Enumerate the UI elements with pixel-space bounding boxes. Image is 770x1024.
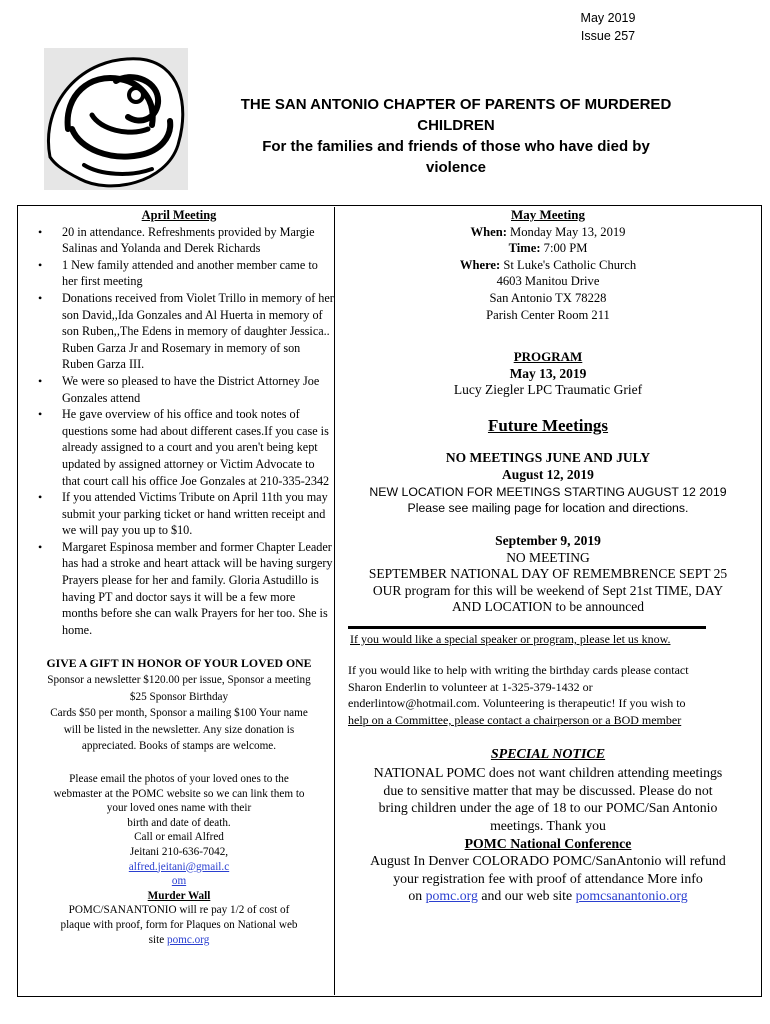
conference-line: on <box>408 888 423 904</box>
time-value: 7:00 PM <box>543 241 588 256</box>
september-date: September 9, 2019 <box>495 532 601 548</box>
pomc-logo <box>40 45 192 193</box>
speaker-request: If you would like a special speaker or program, please let us know. <box>350 631 671 646</box>
special-line: due to sensitive matter that may be discussed. Please do not <box>383 782 713 798</box>
program-date: May 13, 2019 <box>509 365 587 381</box>
wall-line: POMC/SANANTONIO will re pay 1/2 of cost of <box>68 904 290 917</box>
september-no-meeting: NO MEETING <box>506 549 590 565</box>
issue-number: Issue 257 <box>580 29 636 43</box>
photos-line: your loved ones name with their <box>106 802 252 815</box>
april-bullet: • 1 New family attended and another member came to her first meeting <box>62 257 334 290</box>
photos-line: Please email the photos of your loved ones to the <box>69 773 289 785</box>
birthday-cards-section <box>338 662 758 728</box>
birthday-line: enderlintow@hotmail.com. Volunteering is therapeutic! If you wish to <box>348 696 686 711</box>
photos-line: birth and date of death. <box>127 816 231 829</box>
alfred-email-link[interactable]: alfred.jeitani@gmail.c <box>128 860 230 873</box>
gift-line: $25 Sponsor Birthday <box>129 690 229 703</box>
birthday-line: Sharon Enderlin to volunteer at 1-325-379-1432 or <box>348 679 593 694</box>
gift-line: will be listed in the newsletter. Any size donation is <box>63 723 295 736</box>
pomcsanantonio-link[interactable]: pomcsanantonio.org <box>575 888 688 904</box>
conference-line: your registration fee with proof of attendance More info <box>393 870 703 886</box>
column-divider <box>334 207 335 995</box>
title-line-1: THE SAN ANTONIO CHAPTER OF PARENTS OF MURDERED <box>240 96 672 113</box>
our-program-line: OUR program for this will be weekend of Sept 21st TIME, DAY <box>372 582 724 598</box>
gift-line: Sponsor a newsletter $120.00 per issue, Sponsor a meeting <box>47 674 311 687</box>
special-line: meetings. Thank you <box>490 818 606 834</box>
address-line: San Antonio TX 78228 <box>489 290 607 305</box>
no-meetings-summer: NO MEETINGS JUNE AND JULY <box>445 449 651 465</box>
gift-heading: GIVE A GIFT IN HONOR OF YOUR LOVED ONE <box>46 656 312 671</box>
subtitle-line-1: For the families and friends of those who have died by <box>262 138 650 155</box>
photos-section <box>24 772 334 947</box>
april-heading: April Meeting <box>141 208 217 222</box>
conference-heading: POMC National Conference <box>464 835 632 851</box>
gift-line: Cards $50 per month, Sponsor a mailing $100 Your name <box>50 707 308 720</box>
when-label: When: <box>470 224 507 239</box>
april-bullet-list <box>24 224 334 639</box>
pomc-org-link[interactable]: pomc.org <box>425 888 478 904</box>
photos-line: Jeitani 210-636-7042, <box>129 845 229 858</box>
address-line: Parish Center Room 211 <box>486 307 610 322</box>
newsletter-title <box>196 94 716 178</box>
conference-line: and our web site <box>481 888 573 904</box>
program-heading: PROGRAM <box>513 349 583 365</box>
photos-line: webmaster at the POMC website so we can link them to <box>53 787 305 800</box>
birthday-line: If you would like to help with writing the birthday cards please contact <box>348 662 689 677</box>
april-bullet: • We were so pleased to have the District Attorney Joe Gonzales attend <box>62 373 334 406</box>
where-value: St Luke's Catholic Church <box>503 257 637 272</box>
when-value: Monday May 13, 2019 <box>510 224 626 239</box>
our-program-line: AND LOCATION to be announced <box>452 599 644 615</box>
gift-section <box>24 655 334 755</box>
subtitle-line-2: violence <box>425 159 487 176</box>
mailing-notice: Please see mailing page for location and directions. <box>407 500 689 515</box>
august-date: August 12, 2019 <box>502 466 594 482</box>
conference-line: August In Denver COLORADO POMC/SanAntonio will refund <box>370 853 726 869</box>
gift-line: appreciated. Books of stamps are welcome. <box>81 740 277 753</box>
special-notice-heading: SPECIAL NOTICE <box>490 747 606 763</box>
future-heading: Future Meetings <box>487 415 609 435</box>
title-line-2: CHILDREN <box>417 117 495 134</box>
april-bullet: • If you attended Victims Tribute on April 11th you may submit your parking ticket or hand written receipt and we will pay you up to $10. <box>62 489 334 539</box>
where-label: Where: <box>459 257 501 272</box>
april-bullet: • 20 in attendance. Refreshments provided by Margie Salinas and Yolanda and Derek Richards <box>62 224 334 257</box>
program-talk: Lucy Ziegler LPC Traumatic Grief <box>453 382 643 398</box>
special-line: bring children under the age of 18 to our POMC/San Antonio <box>378 800 718 816</box>
special-line: NATIONAL POMC does not want children attending meetings <box>373 765 723 781</box>
photos-line: Call or email Alfred <box>134 831 224 844</box>
wall-line: plaque with proof, form for Plaques on National web <box>60 918 298 931</box>
murder-wall-heading: Murder Wall <box>147 889 211 902</box>
address-line: 4603 Manitou Drive <box>496 274 600 289</box>
right-column <box>338 207 758 905</box>
embrace-logo-icon <box>40 45 192 193</box>
new-location-notice: NEW LOCATION FOR MEETINGS STARTING AUGUST 12 2019 <box>369 484 727 499</box>
issue-info <box>560 9 656 45</box>
alfred-email-link-cont[interactable]: om <box>171 875 187 888</box>
wall-line: site <box>148 933 165 946</box>
horizontal-rule <box>348 626 706 629</box>
april-bullet: • Margaret Espinosa member and former Chapter Leader has had a stroke and heart attack will be having surgery Prayers please for her and family. Gloria Astudillo is having PT and doctor says it will be a few more months before she can walk Prayers for her too. She is home. <box>62 539 334 639</box>
time-label: Time: <box>508 241 541 256</box>
issue-date: May 2019 <box>580 11 636 25</box>
pomc-link[interactable]: pomc.org <box>166 933 210 946</box>
remembrance-line: SEPTEMBER NATIONAL DAY OF REMEMBRENCE SEPT 25 <box>368 566 728 582</box>
may-heading: May Meeting <box>510 207 585 222</box>
april-bullet: • Donations received from Violet Trillo in memory of her son David,,Ida Gonzales and Al Huerta in memory of son Ruben,,The Edens in memory of daughter Jessica.. Ruben Garza Jr and Rosemary in memory of son Ruben Garza III. <box>62 290 334 373</box>
april-bullet: • He gave overview of his office and took notes of questions some had about different cases.If you case is already assigned to a court and you aren't being kept updated by assigned attorney or Victim Advocate to that court call his office Joe Gonzales at 210-335-2342 <box>62 406 334 489</box>
left-column <box>24 207 334 947</box>
birthday-line: help on a Committee, please contact a chairperson or a BOD member <box>348 712 682 727</box>
